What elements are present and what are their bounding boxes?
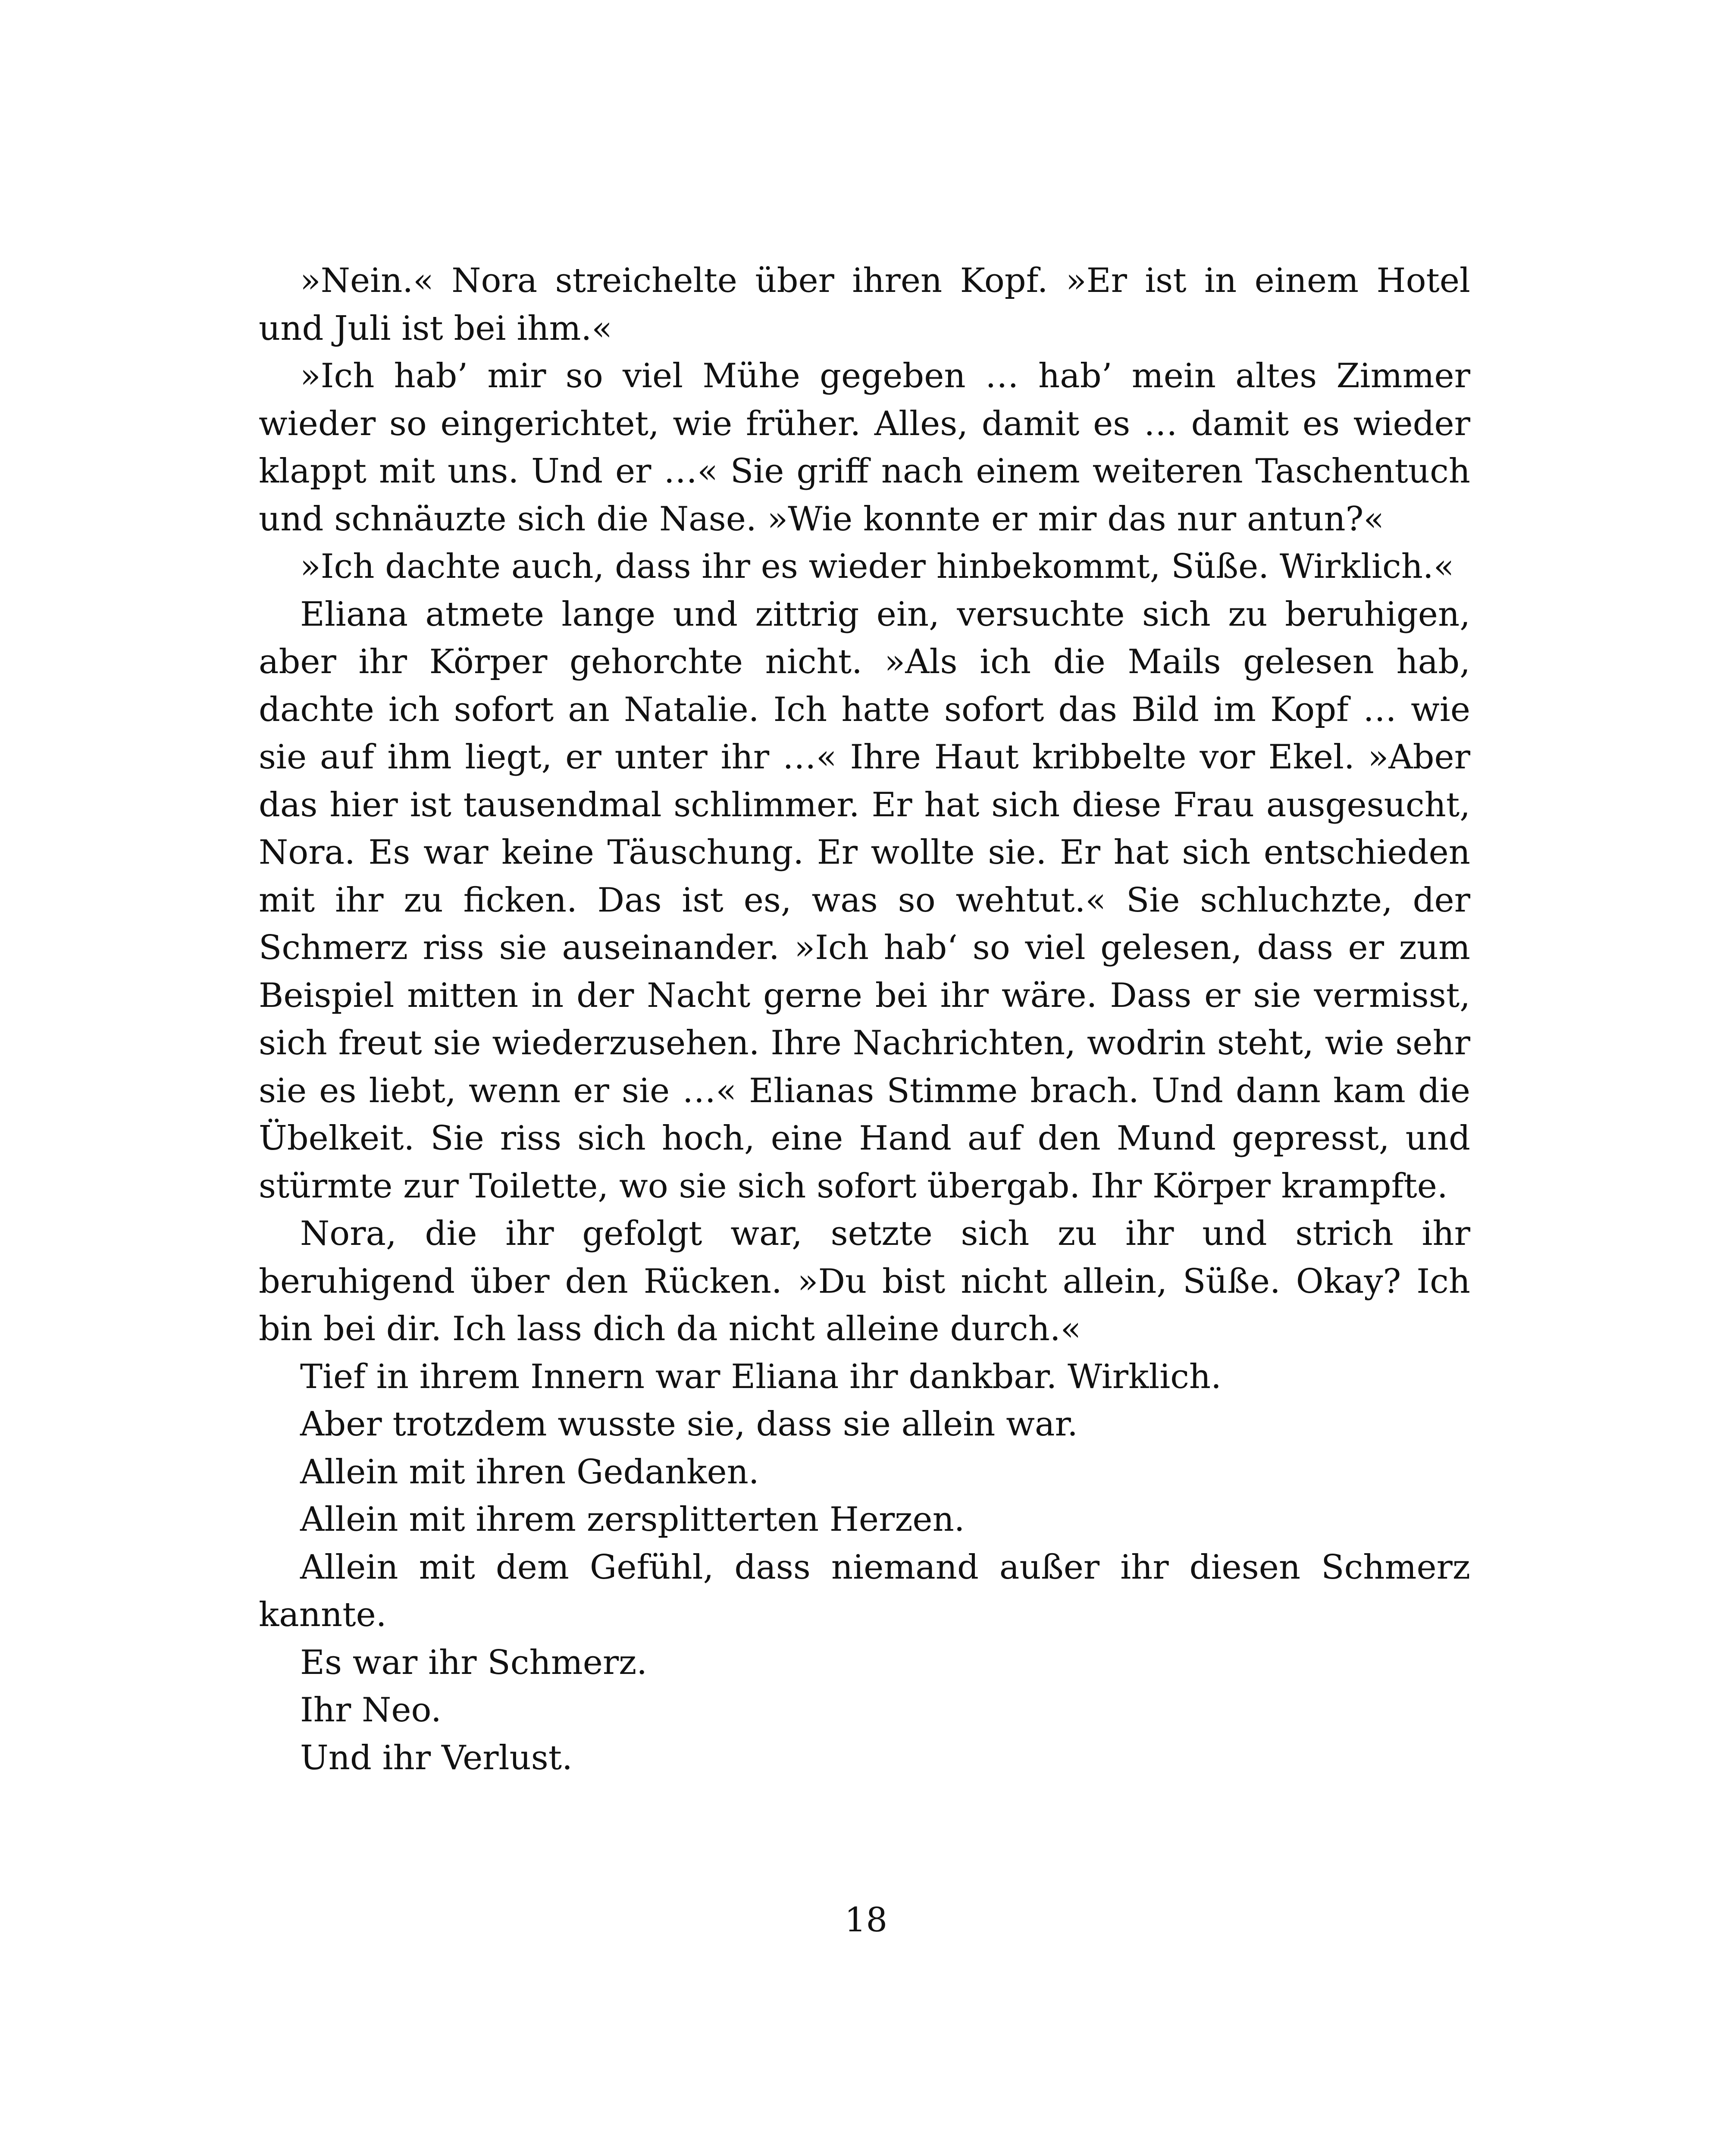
paragraph: »Ich hab’ mir so viel Mühe gegeben … hab’ mein altes Zimmer wieder so eingerichtet, wie früher. Alles, damit es … damit es wieder klappt mit uns. Und er …« Sie griff nach einem weiteren Taschentuch und schnäuzte sich die Nase. »Wie konnte er mir das nur antun?« <box>259 357 1470 539</box>
paragraph: Allein mit dem Gefühl, dass niemand außer ihr diesen Schmerz kannte. <box>259 1548 1470 1634</box>
page-number: 18 <box>844 1901 888 1940</box>
paragraph: Nora, die ihr gefolgt war, setzte sich zu ihr und strich ihr beruhigend über den Rücken. »Du bist nicht allein, Süße. Okay? Ich bin bei dir. Ich lass dich da nicht alleine durch.« <box>259 1214 1470 1348</box>
paragraph: »Nein.« Nora streichelte über ihren Kopf. »Er ist in einem Hotel und Juli ist bei ihm.« <box>259 261 1470 348</box>
paragraph: Allein mit ihrem zersplitterten Herzen. <box>300 1500 965 1539</box>
paragraph: »Ich dachte auch, dass ihr es wieder hinbekommt, Süße. Wirklich.« <box>300 547 1454 586</box>
paragraph: Allein mit ihren Gedanken. <box>300 1452 759 1492</box>
paragraph: Tief in ihrem Innern war Eliana ihr dankbar. Wirklich. <box>300 1357 1221 1396</box>
body-text <box>259 257 1470 1782</box>
paragraph: Es war ihr Schmerz. <box>300 1643 648 1682</box>
paragraph: Ihr Neo. <box>300 1691 442 1730</box>
paragraph: Eliana atmete lange und zittrig ein, versuchte sich zu beruhigen, aber ihr Körper gehorchte nicht. »Als ich die Mails gelesen hab, dachte ich sofort an Natalie. Ich hatte sofort das Bild im Kopf … wie sie auf ihm liegt, er unter ihr …« Ihre Haut kribbelte vor Ekel. »Aber das hier ist tausendmal schlimmer. Er hat sich diese Frau ausgesucht, Nora. Es war keine Täuschung. Er wollte sie. Er hat sich entschieden mit ihr zu ficken. Das ist es, was so wehtut.« Sie schluchzte, der Schmerz riss sie auseinander. »Ich hab‘ so viel gelesen, dass er zum Beispiel mitten in der Nacht gerne bei ihr wäre. Dass er sie vermisst, sich freut sie wiederzusehen. Ihre Nachrichten, wodrin steht, wie sehr sie es liebt, wenn er sie …« Elianas Stimme brach. Und dann kam die Übelkeit. Sie riss sich hoch, eine Hand auf den Mund gepresst, und stürmte zur Toilette, wo sie sich sofort übergab. Ihr Körper krampfte. <box>259 595 1470 1206</box>
paragraph: Und ihr Verlust. <box>300 1738 573 1777</box>
paragraph: Aber trotzdem wusste sie, dass sie allein war. <box>300 1405 1078 1444</box>
